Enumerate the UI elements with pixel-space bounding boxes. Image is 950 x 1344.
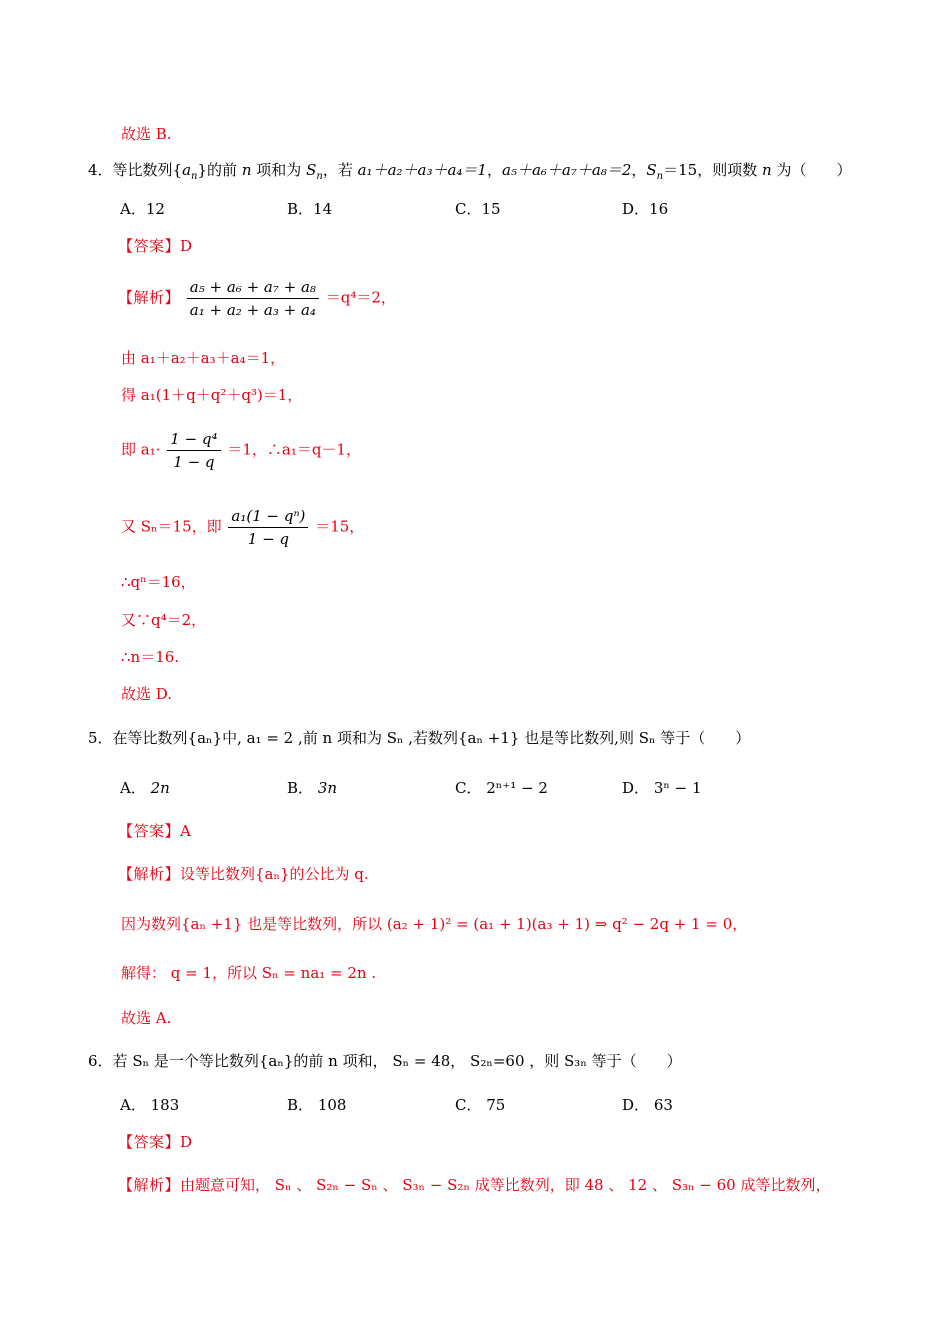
q5-option-c[interactable]: C． 2ⁿ⁺¹ − 2 (455, 779, 548, 797)
q4-stem: 4．等比数列$\{a_n\}$的前 n 项和为 $S_n$，若 a₁＋a₂＋a₃＋a₄＝1，a₅＋a₆＋a₇＋a₈＝2，$S_n=15$，则项数 n 为（ ） (88, 161, 852, 182)
q4-fraction-2: $\frac{\text{1 − q⁴}}{1 - q}$ (167, 428, 220, 473)
q5-answer: 【答案】A (118, 822, 191, 840)
q4-analysis-line8: ∴n＝16. (121, 648, 180, 666)
q6-answer: 【答案】D (118, 1133, 193, 1151)
q6-option-d[interactable]: D． 63 (622, 1096, 673, 1114)
q6-number: 6． (88, 1052, 113, 1070)
q4-analysis-line6: ∴qⁿ＝16， (121, 573, 196, 591)
q4-analysis-line7: 又∵q⁴＝2， (121, 611, 207, 629)
q6-analysis-line1: 【解析】由题意可知， Sₙ 、 S₂ₙ − Sₙ 、 S₃ₙ − S₂ₙ 成等比数列，即 48 、 12 、 S₃ₙ − 60 成等比数列， (118, 1176, 831, 1194)
q5-number: 5． (88, 729, 113, 747)
q4-fraction-1: $\frac{\text{a₅ + a₆ + a₇ + a₈}}{\text{a₁ + a₂ + a₃ + a₄}}$ (187, 276, 319, 321)
q4-analysis-line3: 得 a₁(1＋q＋q²＋q³)＝1， (121, 386, 303, 404)
q4-number: 4． (88, 161, 113, 179)
q6-option-a[interactable]: A． 183 (120, 1096, 180, 1114)
q4-fraction-3: $\frac{\text{a₁(1 − qⁿ)}}{1 - q}$ (228, 505, 308, 550)
q4-conclusion: 故选 D. (121, 685, 173, 703)
q4-answer: 【答案】D (118, 237, 193, 255)
q6-option-b[interactable]: B． 108 (287, 1096, 347, 1114)
q5-option-b[interactable]: B． 3n (287, 779, 338, 797)
q4-option-c[interactable]: C．15 (455, 200, 501, 218)
q5-analysis-line3: 解得： q = 1，所以 Sₙ = na₁ = 2n . (121, 964, 377, 982)
q5-option-a[interactable]: A． 2n (120, 779, 170, 797)
q4-option-b[interactable]: B．14 (287, 200, 333, 218)
q5-stem: 5．在等比数列{aₙ}中, a₁ = 2 ,前 n 项和为 Sₙ ,若数列{aₙ +1} 也是等比数列,则 Sₙ 等于（ ） (88, 729, 751, 747)
q4-analysis-line2: 由 a₁＋a₂＋a₃＋a₄＝1， (121, 349, 286, 367)
q4-option-d[interactable]: D．16 (622, 200, 669, 218)
q5-analysis-line2: 因为数列{aₙ +1} 也是等比数列，所以 (a₂ + 1)² = (a₁ + 1)(a₃ + 1) ⇒ q² − 2q + 1 = 0， (121, 915, 748, 933)
q6-stem: 6．若 Sₙ 是一个等比数列{aₙ}的前 n 项和， Sₙ = 48， S₂ₙ=60 ，则 S₃ₙ 等于（ ） (88, 1052, 682, 1070)
q5-option-d[interactable]: D． 3ⁿ − 1 (622, 779, 702, 797)
q4-option-a[interactable]: A．12 (120, 200, 165, 218)
q5-analysis-line1: 【解析】设等比数列{aₙ}的公比为 q. (118, 865, 369, 883)
prev-conclusion: 故选 B. (121, 125, 172, 143)
q4-analysis-line4: 即 a₁· $\frac{\text{1 − q⁴}}{1 - q}$ ＝1，∴a₁＝q－1， (121, 430, 361, 471)
q6-option-c[interactable]: C． 75 (455, 1096, 506, 1114)
q4-analysis-line5: 又 Sₙ＝15，即 $\frac{\text{a₁(1 − qⁿ)}}{1 - q}$ ＝15， (121, 507, 365, 548)
q4-analysis-line1: 【解析】 $\frac{\text{a₅ + a₆ + a₇ + a₈}}{\text{a₁ + a₂ + a₃ + a₄}}$ ＝q⁴＝2， (118, 278, 396, 319)
q5-conclusion: 故选 A. (121, 1009, 172, 1027)
